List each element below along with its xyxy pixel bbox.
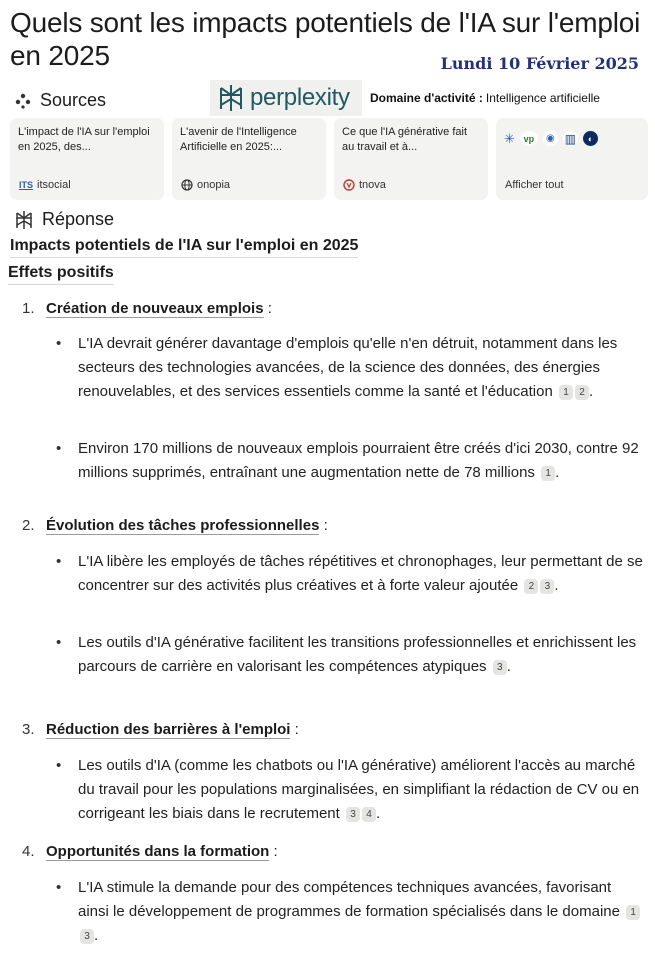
list-item [78,631,644,679]
list-number: 4. [22,843,35,860]
page-title: Quels sont les impacts potentiels de l'IA sur l'emploi en 2025 [10,7,641,71]
citation-badge[interactable]: 1 [559,385,573,400]
list-item-heading [46,300,272,317]
source-card-onopia[interactable] [172,118,326,200]
list-item-heading [46,721,299,738]
bullet-end: . [506,658,511,675]
bullet-end: . [554,577,559,594]
citation-badge[interactable]: 4 [362,807,376,822]
source-card-origin [181,179,230,191]
source-card-origin [19,179,71,191]
bullet-end: . [375,805,381,822]
show-all-sources-card[interactable] [496,118,648,200]
list-item [78,550,644,598]
list-item [78,754,644,826]
citation-badge[interactable]: 1 [541,466,555,481]
bullet-text: Les outils d'IA générative facilitent les transitions professionnelles et enrichissent les parcours de carrière en valorisant les compétences atypiques [78,634,637,675]
bullet-text: L'IA devrait générer davantage d'emplois qu'elle n'en détruit, notamment dans les secteurs des technologies avancées, de la science des données, des énergies renouvelables, et des services essentiels comme la santé et l'éducation [78,335,618,400]
answer-subtitle: Impacts potentiels de l'IA sur l'emploi en 2025 [10,237,358,258]
citation-badge[interactable]: 3 [493,660,507,675]
signal-icon: ◉ [543,131,558,146]
source-card-title: L'impact de l'IA sur l'emploi en 2025, des... [18,126,150,153]
citation-badge[interactable]: 3 [540,579,554,594]
bullet-text: Environ 170 millions de nouveaux emplois pourraient être créés d'ici 2030, contre 92 millions supprimés, entraînant une augmentation nette de 78 millions [78,440,639,481]
list-item-suffix: : [319,517,328,534]
source-card-itsocial[interactable] [10,118,164,200]
list-item [78,876,644,948]
domain-label [364,84,646,112]
globe-icon [181,179,193,191]
list-number: 3. [22,721,35,738]
vp-icon: vp [520,131,538,146]
bullet-text: L'IA libère les employés de tâches répétitives et chronophages, leur permettant de se concentrer sur des activités plus créatives et à forte valeur ajoutée [78,553,643,594]
list-item-heading [46,843,278,860]
response-heading-label: Réponse [42,209,115,229]
tnova-icon [343,179,355,191]
source-card-origin [343,179,386,191]
perplexity-logo [210,80,362,116]
source-card-tnova[interactable] [334,118,488,200]
source-card-title: L'avenir de l'Intelligence Artificielle en 2025:... [180,126,297,153]
bullet-text: L'IA stimule la demande pour des compétences techniques avancées, favorisant ainsi le développement de programmes de formation spécialisés dans le domaine [78,879,620,920]
show-all-label: Afficher tout [505,179,564,191]
snowflake-icon: ✳ [504,131,515,146]
source-name: tnova [359,179,386,191]
list-item [78,332,644,404]
citation-badge[interactable]: 3 [80,929,94,944]
section-heading: Effets positifs [8,264,114,285]
sources-heading [14,90,106,111]
domain-value: Intelligence artificielle [485,91,600,105]
perplexity-answer-icon [14,210,34,230]
itsocial-icon: ITS [19,180,34,190]
list-item-label: Réduction des barrières à l'emploi [46,721,291,738]
list-item-heading [46,517,328,534]
list-item-label: Évolution des tâches professionnelles [46,517,320,534]
sources-icon [14,92,32,110]
citation-badge[interactable]: 1 [626,905,640,920]
list-item-label: Création de nouveaux emplois [46,300,264,317]
list-number: 2. [22,517,35,534]
list-item-suffix: : [290,721,299,738]
response-heading [14,209,114,230]
citation-badge[interactable]: 3 [346,807,360,822]
list-item-label: Opportunités dans la formation [46,843,270,860]
source-name: itsocial [37,179,71,191]
perplexity-wordmark: perplexity [250,84,350,111]
citation-badge[interactable]: 2 [524,579,538,594]
source-name: onopia [197,179,231,191]
sources-cards [10,118,648,200]
source-favicons [504,131,640,147]
date-label: Lundi 10 Février 2025 [440,54,639,73]
domain-key: Domaine d'activité : [370,91,483,105]
columns-icon: ▥ [564,131,577,146]
bullet-end: . [588,383,594,400]
bullet-end: . [94,927,99,944]
sources-heading-label: Sources [40,90,107,110]
perplexity-logo-icon [216,83,246,113]
list-item-suffix: : [263,300,272,317]
list-item-suffix: : [269,843,278,860]
list-item [78,437,644,485]
list-number: 1. [22,300,35,317]
source-card-title: Ce que l'IA générative fait au travail et à... [342,126,468,153]
bullet-end: . [555,464,560,481]
bullet-text: Les outils d'IA (comme les chatbots ou l'IA générative) améliorent l'accès au marché du travail pour les populations marginalisées, en simplifiant la rédaction de CV ou en corrigeant les biais dans le recrutement [78,757,640,822]
wave-icon: ◐ [583,131,598,146]
citation-badge[interactable]: 2 [575,385,589,400]
